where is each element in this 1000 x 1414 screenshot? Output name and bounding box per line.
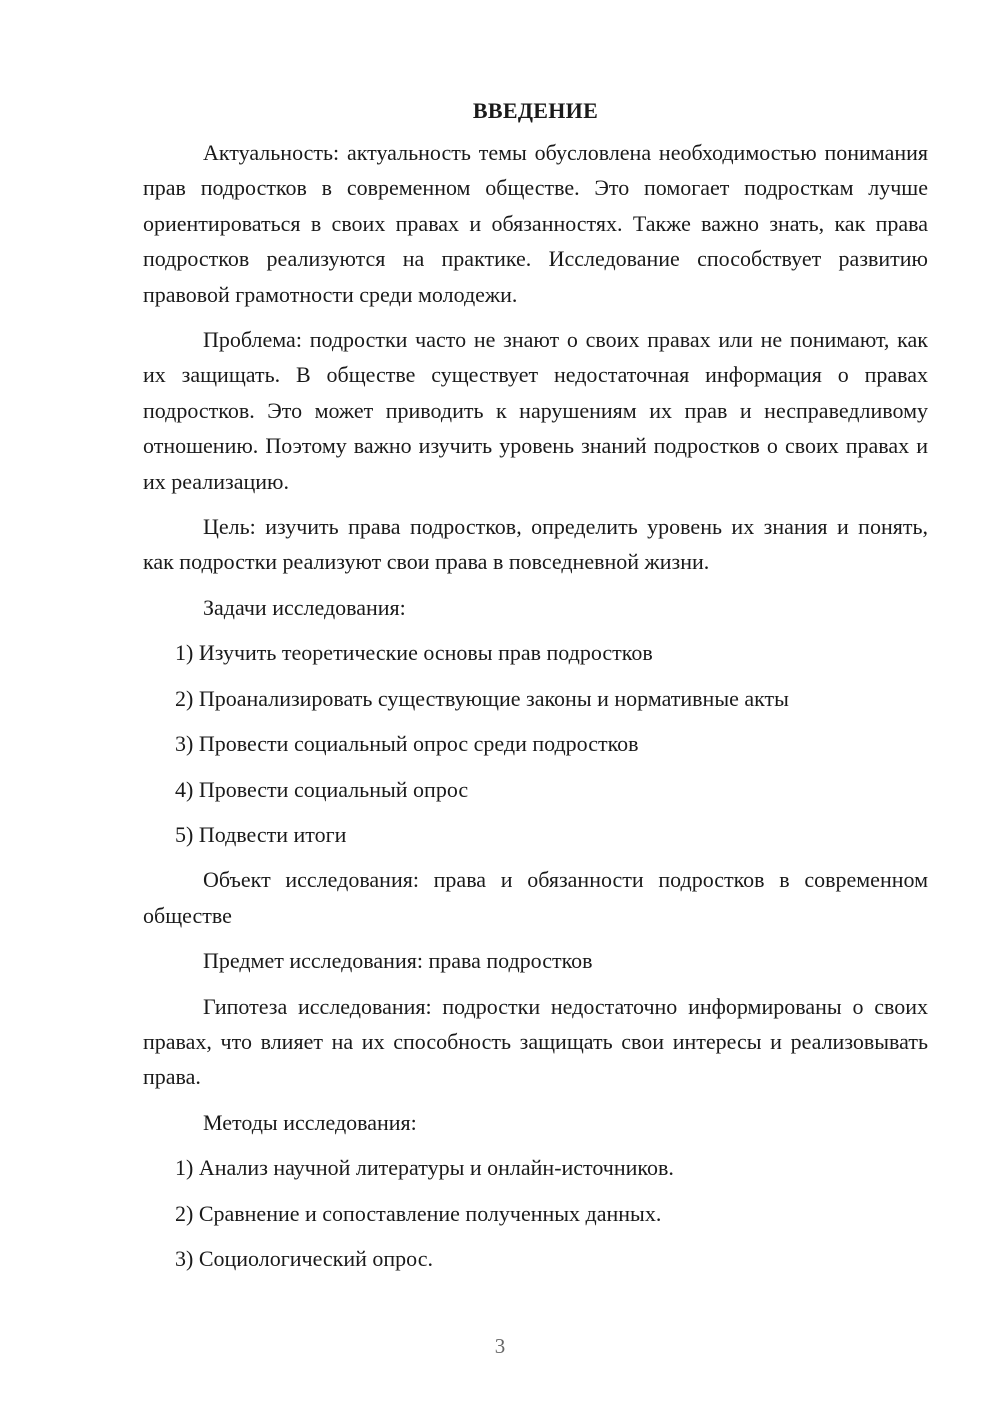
task-item: 1) Изучить теоретические основы прав подростков — [175, 640, 653, 666]
task-item: 5) Подвести итоги — [175, 821, 347, 847]
document-page — [143, 93, 928, 1286]
task-item: 2) Проанализировать существующие законы и нормативные акты — [175, 685, 789, 711]
method-item: 1) Анализ научной литературы и онлайн-источников. — [175, 1155, 674, 1181]
task-item: 4) Провести социальный опрос — [175, 776, 469, 802]
method-item: 3) Социологический опрос. — [175, 1245, 433, 1271]
goal-paragraph: Цель: изучить права подростков, определить уровень их знания и понять, как подростки реализуют свои права в повседневной жизни. — [143, 514, 928, 575]
task-item: 3) Провести социальный опрос среди подростков — [175, 731, 639, 757]
subject-paragraph: Предмет исследования: права подростков — [203, 948, 593, 974]
object-paragraph: Объект исследования: права и обязанности подростков в современном обществе — [143, 867, 928, 928]
tasks-heading: Задачи исследования: — [203, 594, 406, 620]
relevance-paragraph: Актуальность: актуальность темы обусловлена необходимостью понимания прав подростков в современном обществе. Это помогает подросткам лучше ориентироваться в своих правах и обязанностях. Также важно знать, как права подростков реализуются на практике. Исследование способствует развитию правовой грамотности среди молодежи. — [143, 140, 928, 307]
problem-paragraph: Проблема: подростки часто не знают о своих правах или не понимают, как их защищать. В обществе существует недостаточная информация о правах подростков. Это может приводить к нарушениям их прав и несправедливому отношению. Поэтому важно изучить уровень знаний подростков о своих правах и их реализацию. — [143, 327, 928, 494]
page-title: ВВЕДЕНИЕ — [472, 98, 599, 123]
hypothesis-paragraph: Гипотеза исследования: подростки недостаточно информированы о своих правах, что влияет на их способность защищать свои интересы и реализовывать права. — [143, 993, 928, 1090]
page-number: 3 — [494, 1334, 506, 1358]
methods-heading: Методы исследования: — [203, 1109, 417, 1135]
method-item: 2) Сравнение и сопоставление полученных данных. — [175, 1200, 662, 1226]
